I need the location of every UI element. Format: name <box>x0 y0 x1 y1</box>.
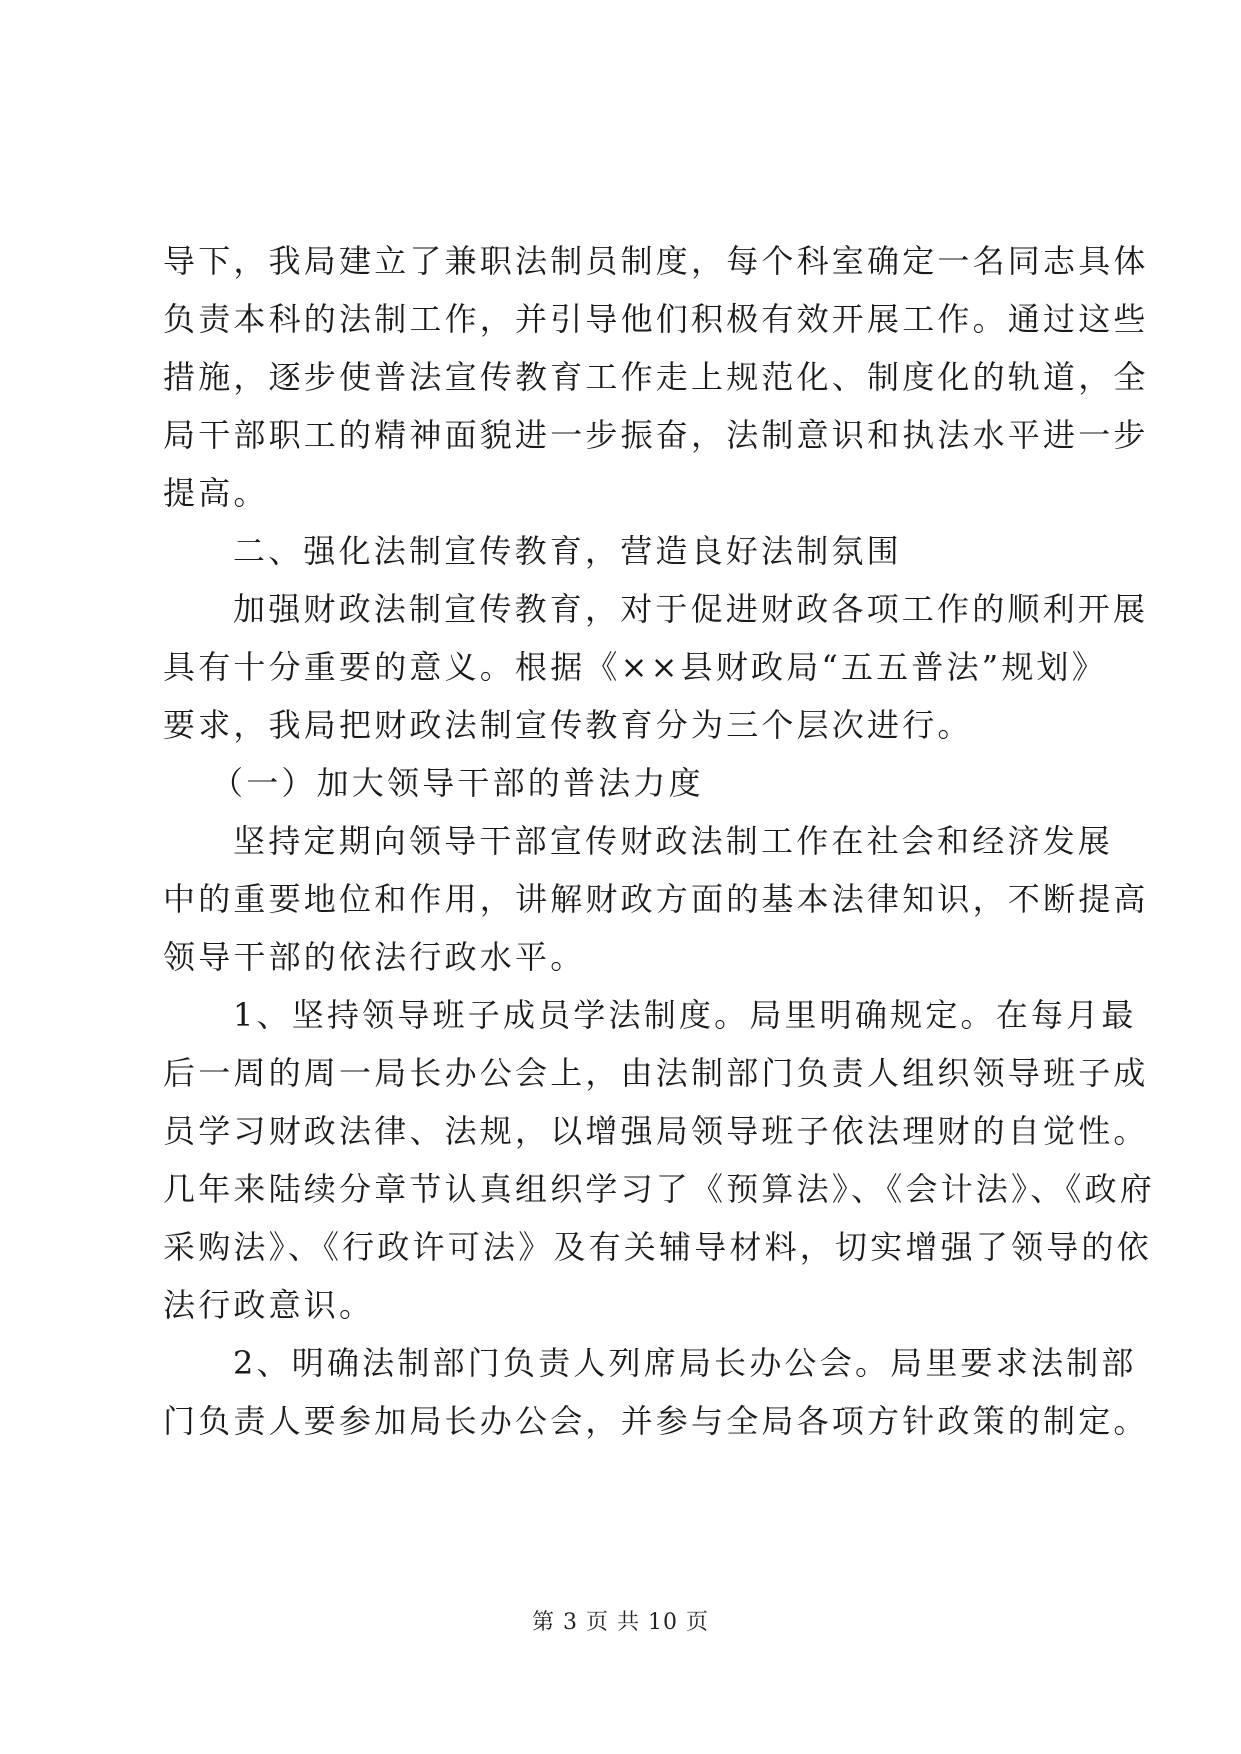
text-line: 负责本科的法制工作，并引导他们积极有效开展工作。通过这些 <box>163 300 1149 338</box>
text-line: 几年来陆续分章节认真组织学习了《预算法》、《会计法》、《政府 <box>163 1170 1156 1208</box>
list-item-start: 2、明确法制部门负责人列席局长办公会。局里要求法制部 <box>233 1344 1137 1382</box>
text-line: 门负责人要参加局长办公会，并参与全局各项方针政策的制定。 <box>163 1402 1149 1440</box>
text-line: 导下，我局建立了兼职法制员制度，每个科室确定一名同志具体 <box>163 242 1149 280</box>
text-line: 具有十分重要的意义。根据《××县财政局“五五普法”规划》 <box>163 648 1107 686</box>
page-footer: 第 3 页 共 10 页 <box>532 1610 709 1635</box>
section-heading: 二、强化法制宣传教育，营造良好法制氛围 <box>233 532 902 570</box>
text-line: 采购法》、《行政许可法》及有关辅导材料，切实增强了领导的依 <box>163 1228 1152 1266</box>
text-line: 要求，我局把财政法制宣传教育分为三个层次进行。 <box>163 706 973 744</box>
subsection-heading: （一）加大领导干部的普法力度 <box>211 764 704 802</box>
text-line: 中的重要地位和作用，讲解财政方面的基本法律知识，不断提高 <box>163 880 1149 918</box>
document-body <box>163 232 1156 1450</box>
text-line: 局干部职工的精神面貌进一步振奋，法制意识和执法水平进一步 <box>163 416 1149 454</box>
text-line: 法行政意识。 <box>163 1286 375 1324</box>
text-line: 提高。 <box>163 474 269 512</box>
text-line: 领导干部的依法行政水平。 <box>163 938 586 976</box>
text-line: 措施，逐步使普法宣传教育工作走上规范化、制度化的轨道，全 <box>163 358 1149 396</box>
text-line: 员学习财政法律、法规，以增强局领导班子依法理财的自觉性。 <box>163 1112 1149 1150</box>
text-line: 后一周的周一局长办公会上，由法制部门负责人组织领导班子成 <box>163 1054 1149 1092</box>
paragraph-start: 加强财政法制宣传教育，对于促进财政各项工作的顺利开展 <box>233 590 1149 628</box>
paragraph-start: 坚持定期向领导干部宣传财政法制工作在社会和经济发展 <box>233 822 1114 860</box>
list-item-start: 1、坚持领导班子成员学法制度。局里明确规定。在每月最 <box>233 996 1137 1034</box>
